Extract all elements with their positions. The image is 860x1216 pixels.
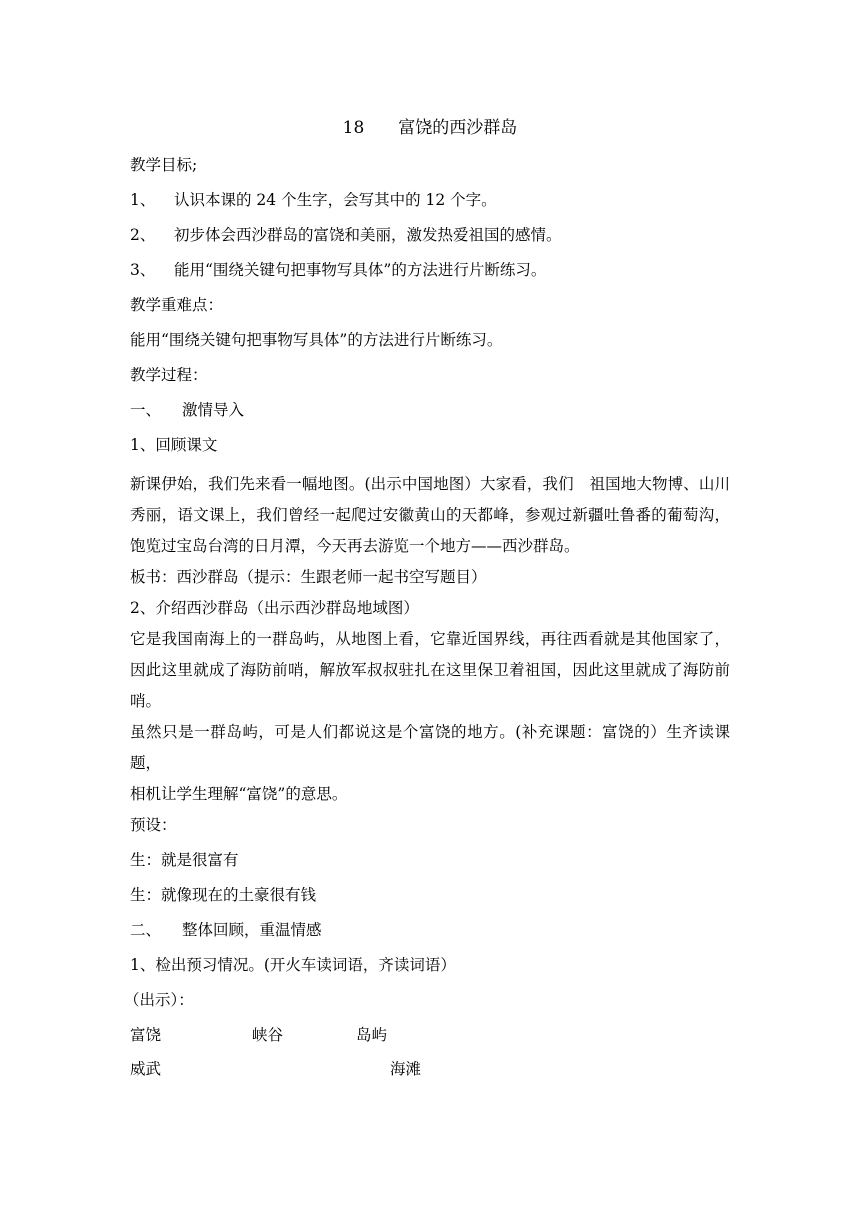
section-title: 整体回顾，重温情感 [182, 921, 322, 939]
objective-item [130, 259, 730, 282]
vocabulary-word: 峡谷 [252, 1026, 284, 1044]
key-points-text: 能用“围绕关键句把事物写具体”的方法进行片断练习。 [130, 331, 503, 349]
key-points-heading: 教学重难点： [130, 296, 224, 314]
objective-text: 能用“围绕关键句把事物写具体”的方法进行片断练习。 [174, 261, 547, 279]
process-heading: 教学过程： [130, 366, 208, 384]
objective-number: 3、 [130, 261, 156, 279]
section-heading [130, 399, 730, 422]
board-note: 板书：西沙群岛（提示：生跟老师一起书空写题目） [130, 568, 487, 586]
vocabulary-row [130, 1058, 730, 1092]
objectives-heading: 教学目标; [130, 156, 198, 174]
subsection-heading: 2、介绍西沙群岛（出示西沙群岛地域图） [130, 599, 419, 617]
vocabulary-row [130, 1024, 730, 1058]
section-title: 激情导入 [182, 401, 245, 419]
paragraph: 虽然只是一群岛屿，可是人们都说这是个富饶的地方。(补充课题：富饶的）生齐读课题， [130, 723, 730, 772]
lesson-title: 18 富饶的西沙群岛 [342, 118, 518, 138]
objective-text: 初步体会西沙群岛的富饶和美丽，激发热爱祖国的感情。 [174, 226, 562, 244]
objective-item [130, 224, 730, 247]
paragraph: 它是我国南海上的一群岛屿，从地图上看，它靠近国界线，再往西看就是其他国家了，因此这里就成了海防前哨，解放军叔叔驻扎在这里保卫着祖国，因此这里就成了海防前哨。 [130, 630, 730, 710]
vocabulary-word: 海滩 [390, 1060, 422, 1078]
objective-number: 2、 [130, 226, 156, 244]
vocabulary-word: 威武 [130, 1060, 162, 1078]
objective-item [130, 189, 730, 212]
paragraph: 相机让学生理解“富饶”的意思。 [130, 785, 348, 803]
subsection-heading: 1、回顾课文 [130, 436, 218, 454]
section-number: 一、 [130, 401, 162, 419]
vocabulary-word: 岛屿 [356, 1026, 388, 1044]
lesson-body [124, 154, 730, 1092]
preset-label: 预设： [130, 816, 177, 834]
objective-text: 认识本课的 24 个生字，会写其中的 12 个字。 [174, 191, 497, 209]
section-number: 二、 [130, 921, 162, 939]
show-label: （出示）： [124, 991, 194, 1009]
student-answer: 生：就是很富有 [130, 851, 239, 869]
student-answer: 生：就像现在的土豪很有钱 [130, 886, 317, 904]
section-heading [130, 919, 730, 942]
objective-number: 1、 [130, 191, 156, 209]
paragraph: 新课伊始，我们先来看一幅地图。(出示中国地图）大家看，我们 祖国地大物博、山川秀丽，语文课上，我们曾经一起爬过安徽黄山的天都峰，参观过新疆吐鲁番的葡萄沟，饱览过宝岛台湾的日月潭，今天再去游览一个地方——西沙群岛。 [130, 475, 730, 555]
subsection-heading: 1、检出预习情况。(开火车读词语，齐读词语） [130, 956, 456, 974]
vocabulary-word: 富饶 [130, 1026, 162, 1044]
